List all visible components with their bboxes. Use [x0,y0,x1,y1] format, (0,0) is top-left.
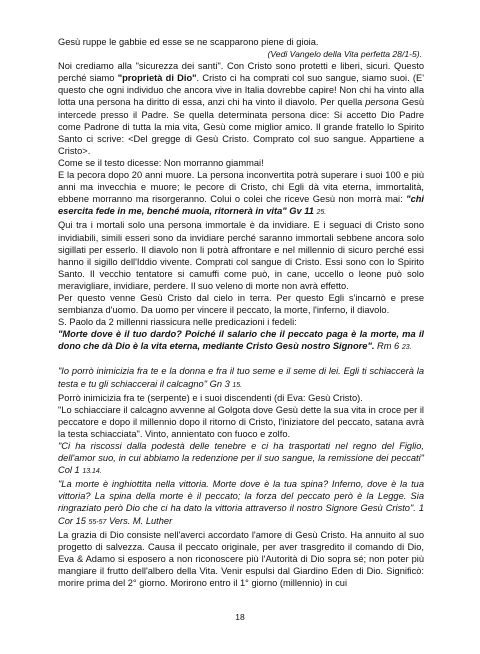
verse-number: 23. [401,344,412,352]
paragraph-paul: S. Paolo da 2 millenni riassicura nelle predicazioni i fedeli: [58,317,297,328]
paragraph-cages: Gesù ruppe le gabbie ed esse se ne scapparono piene di gioia. [58,37,319,47]
quote-text: "Io porrò inimicizia fra te e la donna e fra il tuo seme e il seme di lei. Egli ti schiaccerà la testa e tu gli schiaccerai il calcagno" Gn 3 [58,366,424,389]
quote-genesis [58,365,424,391]
version-note: Vers. M. Luther [106,515,173,526]
reference: Rm 6 [374,341,400,352]
paragraph-incarnation: Per questo venne Gesù Cristo dal cielo in terra. Per questo Egli s'incarnò e prese sembianza d'uomo. Da uomo per vincere il peccato, la morte, l'inferno, il diavolo. [58,292,424,316]
paragraph-grace: La grazia di Dio consiste nell'averci accordato l'amore di Gesù Cristo. Ha annuito al suo progetto di salvezza. Causa il peccato originale, per aver trasgredito il comando di Dio, Eva & Adamo si esposero a non riconoscere più l'Autorità di Dio sopra sé; non poter più mangiare il frutto dell'albero della Vita. Venir espulsi dal Giardino Eden di Dio. Significò: morire prima del 2° giorno. Morirono entro il 1° giorno (millennio) in cui [58,529,424,589]
paragraph-golgotha: "Lo schiacciare il calcagno avvenne al Golgota dove Gesù dette la sua vita in croce per il peccatore e dopo il millennio dopo il ritorno di Cristo, l'iniziatore del peccato, satana avrà la testa schiacciata". Vinto, annientato con fuoco e zolfo. [58,404,424,439]
text-segment: E la pecora dopo 20 anni muore. La persona inconvertita potrà superare i suoi 100 e più anni ma invecchia e muore; le pecore di Cristo, chi Egli dà vita eterna, immortalità, ebbene morranno ma risorgeranno. Colui o colei che riceve Gesù non morrà mai: [58,170,424,205]
paragraph-enmity: Porrò inimicizia fra te (serpente) e i suoi discendenti (di Eva: Gesù Cristo). [58,392,363,403]
verse-number: 55-57 [88,518,107,526]
source-reference: (Vedi Vangelo della Vita perfetta 28/1-5). [267,49,422,60]
text-segment: . Cristo ci ha comprati col suo sangue, siamo suoi. (E' questo che ogni individuo che ancora vive in Italia dovrebbe capire! Non chi ha vinto alla lotta una persona ha diritto di essa, anzi chi ha vinto il diavolo. Per quella [58,73,424,108]
quote-text: "La morte è inghiottita nella vittoria. Morte dove è la tua spina? Inferno, dove è la tua vittoria? La spina della morte è il peccato; la forza del peccato però è la Legge. Sia ringraziato però Dio che ci ha dato la vittoria attraverso il nostro Signore Gesù Cristo". [58,479,424,514]
quote-text: "Ci ha riscossi dalla podestà delle tenebre e ci ha trasportati nel regno del Figlio, dell'amor suo, in cui abbiamo la redenzione per il suo sangue, la remissione dei peccati" Col 1 [58,441,424,476]
verse-number: 15. [232,381,243,389]
paragraph-never-die: Come se il testo dicesse: Non morranno giammai! [58,157,264,168]
quote-text: "Morte dove è il tuo dardo? Poiché il salario che il peccato paga è la morte, ma il dono che dà Dio è la vita eterna, mediante Cristo Gesù nostro Signore". [58,329,424,352]
italic-word: persona [365,97,399,108]
text-segment: Noi crediamo alla "sicurezza dei santi". Con Cristo sono protetti e liberi, sicuri. Questo perché siamo [58,61,424,84]
paragraph-immortal: Qui tra i mortali solo una persona immortale è da invidiare. E i seguaci di Cristo sono invidiabili, simili esseri sono da invidiare perché saranno immortali sebbene ancora solo sigillati per esserlo. Il diavolo non li potrà affrontare e nel millennio di sicuro perché essi hanno il sigillo dell'Iddio vivente. Comprati col sangue di Cristo. Essi sono con lo Spirito Santo. Il vecchio tentatore si camuffi come può, in cane, uccello o leone può solo meravigliare, invidiare, perdere. Il suo veleno di morte non avrà effetto. [58,220,424,291]
quote-corinthians [58,478,424,528]
text-segment: Gesù intercede presso il Padre. Se quella determinata persona dice: Si accetto Dio Padre come Padrone di tutta la mia vita, Gesù come miglior amico. Il grande fratello lo Spirito Santo ci scrive: <Del gregge di Gesù Cristo. Comprato col suo sangue. Appartiene a Cristo>. [58,97,424,156]
paragraph-security-of-saints [58,60,424,157]
paragraph-gap [58,354,424,365]
bold-phrase: "proprietà di Dio" [117,73,197,84]
page-number: 18 [235,612,245,622]
quote-colossians [58,440,424,478]
paragraph-sheep [58,169,424,219]
quote-romans [58,328,424,354]
reference: 1 Cor 15 [58,503,424,526]
verse-number: 25. [316,209,327,217]
verse-number: 13.14. [82,468,102,476]
quote-john: "chi esercita fede in me, benché muoia, ritornerà in vita" Gv 11 [58,194,424,217]
